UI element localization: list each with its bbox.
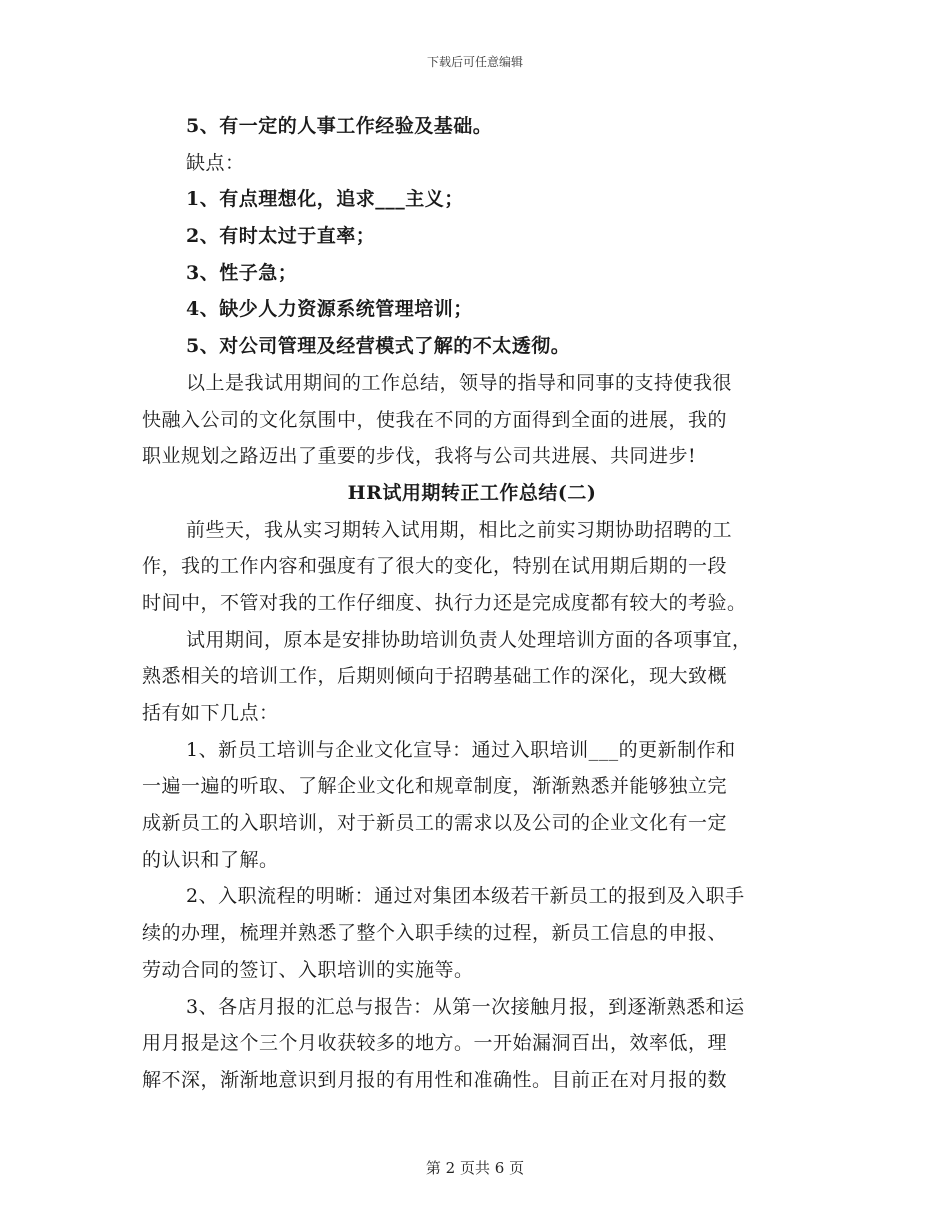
- paragraph-line: 前些天，我从实习期转入试用期，相比之前实习期协助招聘的工: [186, 518, 733, 541]
- paragraph-line: 的认识和了解。: [142, 848, 279, 871]
- paragraph-line: 解不深，渐渐地意识到月报的有用性和准确性。目前正在对月报的数: [142, 1068, 728, 1091]
- paragraph-line: 以上是我试用期间的工作总结，领导的指导和同事的支持使我很: [186, 371, 733, 394]
- document-body: [142, 108, 802, 1099]
- paragraph-line: 用月报是这个三个月收获较多的地方。一开始漏洞百出，效率低，理: [142, 1032, 728, 1055]
- paragraph-line: 括有如下几点：: [142, 702, 279, 724]
- paragraph-line: 一遍一遍的听取、了解企业文化和规章制度，渐渐熟悉并能够独立完: [142, 775, 728, 798]
- section-title: HR试用期转正工作总结(二): [347, 481, 597, 504]
- strength-item-5: 5、有一定的人事工作经验及基础。: [186, 115, 493, 137]
- paragraph-line: 成新员工的入职培训，对于新员工的需求以及公司的企业文化有一定: [142, 812, 728, 835]
- weakness-item-4: 4、缺少人力资源系统管理培训；: [186, 298, 473, 321]
- paragraph-line: 熟悉相关的培训工作，后期则倾向于招聘基础工作的深化，现大致概: [142, 665, 728, 688]
- paragraph-line: 时间中，不管对我的工作仔细度、执行力还是完成度都有较大的考验。: [142, 591, 747, 614]
- paragraph-line: 劳动合同的签订、入职培训的实施等。: [142, 958, 474, 981]
- paragraph-line: 续的办理，梳理并熟悉了整个入职手续的过程，新员工信息的申报、: [142, 922, 728, 945]
- weakness-heading: 缺点：: [186, 151, 245, 174]
- page-footer: 第 2 页共 6 页: [425, 1159, 525, 1177]
- page-header: 下载后可任意编辑: [426, 55, 523, 69]
- paragraph-line: 3、各店月报的汇总与报告：从第一次接触月报，到逐渐熟悉和运: [186, 995, 745, 1018]
- weakness-item-1: 1、有点理想化，追求___主义；: [186, 188, 464, 211]
- weakness-item-2: 2、有时太过于直率；: [186, 225, 376, 248]
- weakness-item-5: 5、对公司管理及经营模式了解的不太透彻。: [186, 335, 571, 358]
- paragraph-line: 1、新员工培训与企业文化宣导：通过入职培训___的更新制作和: [186, 738, 736, 761]
- paragraph-line: 试用期间，原本是安排协助培训负责人处理培训方面的各项事宜，: [186, 628, 752, 651]
- paragraph-line: 职业规划之路迈出了重要的步伐，我将与公司共进展、共同进步!: [142, 445, 697, 468]
- paragraph-line: 作，我的工作内容和强度有了很大的变化，特别在试用期后期的一段: [142, 555, 728, 578]
- paragraph-line: 快融入公司的文化氛围中，使我在不同的方面得到全面的进展，我的: [142, 408, 728, 431]
- paragraph-line: 2、入职流程的明晰：通过对集团本级若干新员工的报到及入职手: [186, 885, 745, 908]
- weakness-item-3: 3、性子急；: [186, 261, 298, 284]
